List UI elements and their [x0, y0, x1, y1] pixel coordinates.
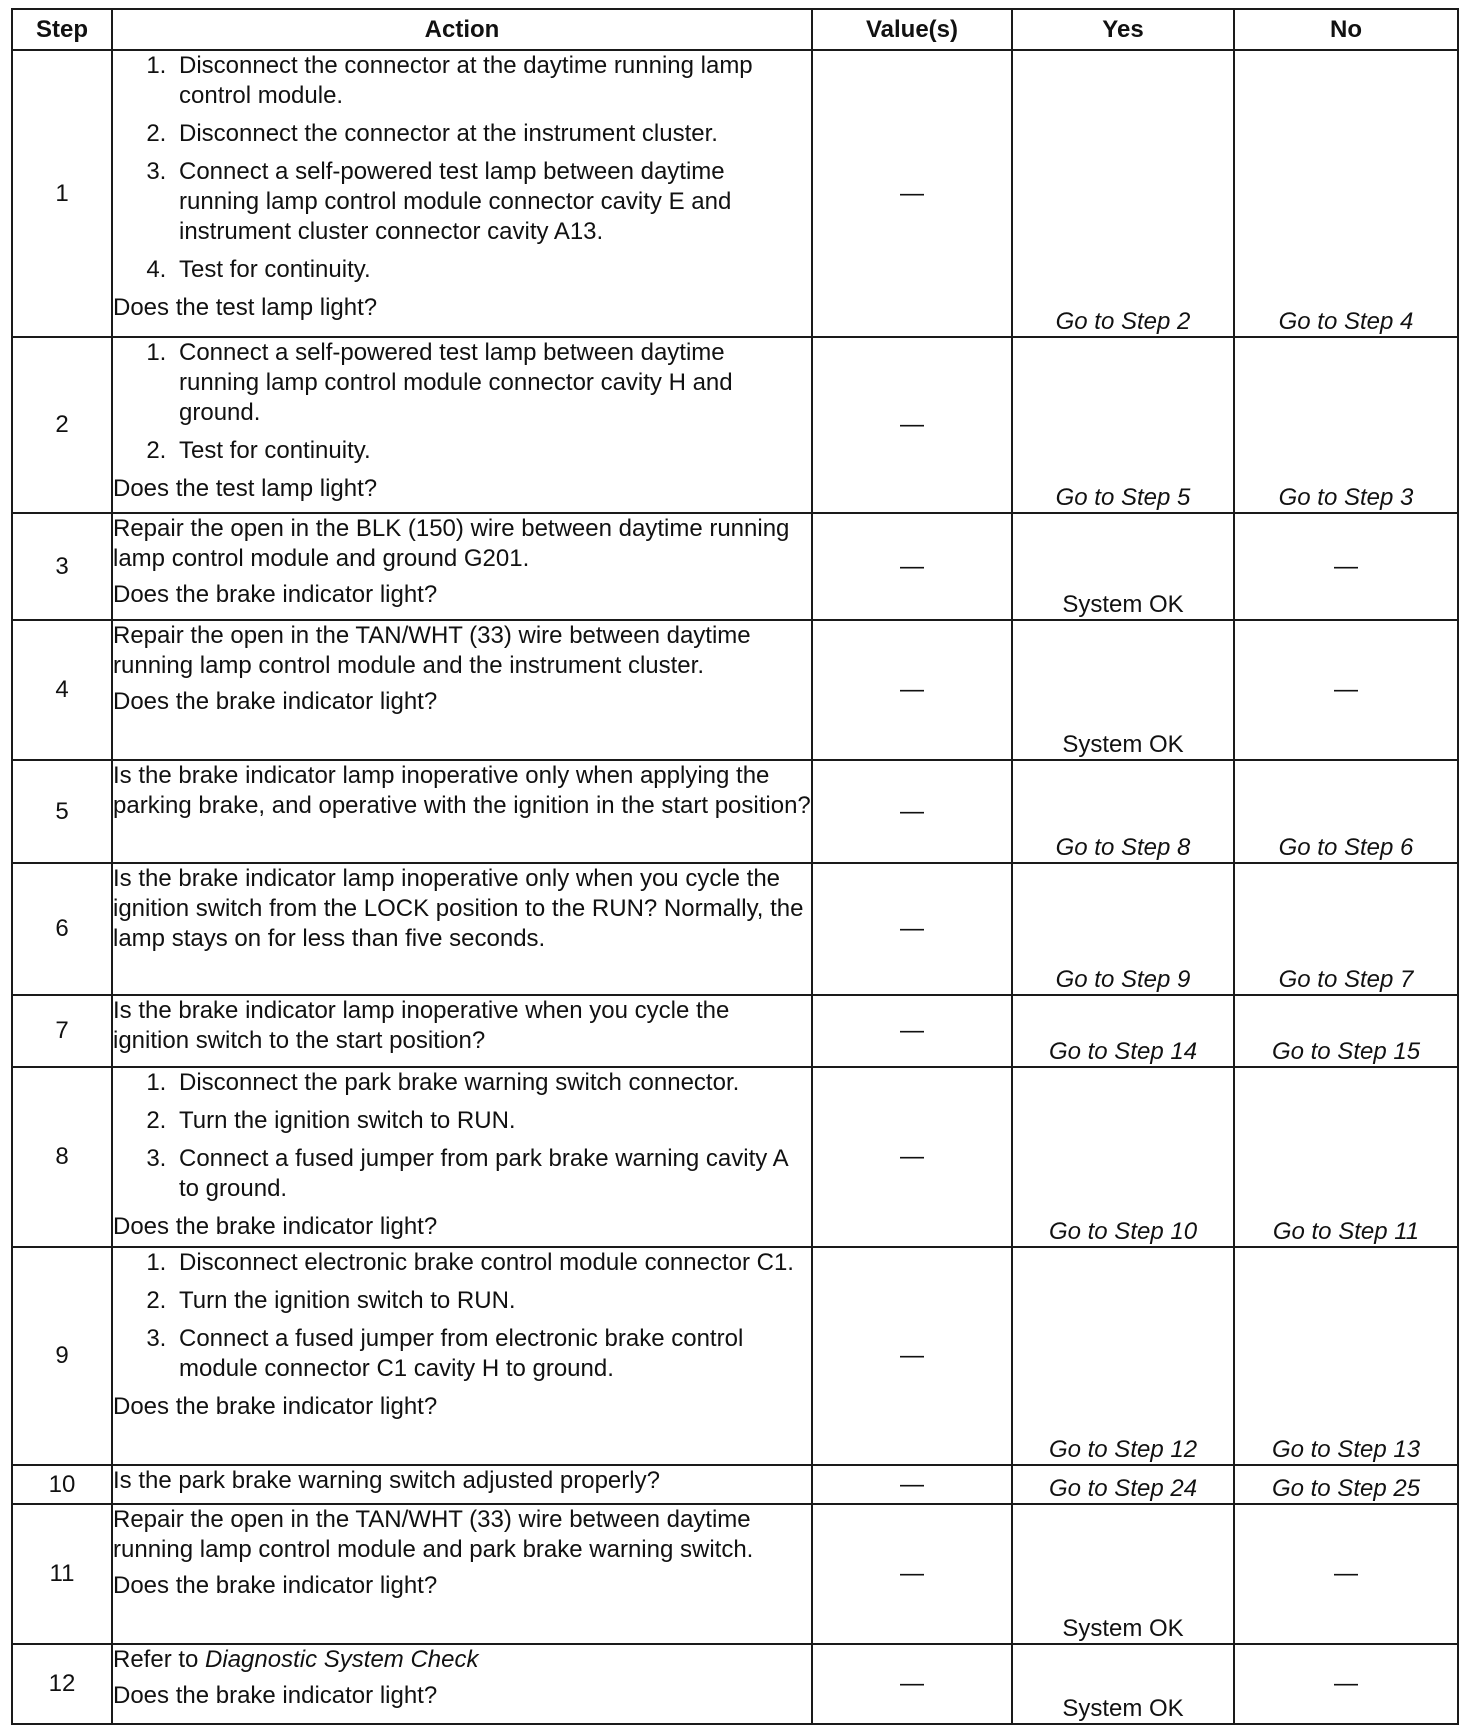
header-step: Step: [12, 9, 112, 50]
action-cell: [112, 620, 812, 760]
action-step: 2. Disconnect the connector at the instrument cluster.: [173, 119, 811, 149]
step-number: 11: [12, 1504, 112, 1644]
action-step: 3. Connect a fused jumper from electronic brake control module connector C1 cavity H to ground.: [173, 1324, 811, 1384]
step-number: 1: [12, 50, 112, 337]
step-number: 5: [12, 760, 112, 863]
action-cell: [112, 1504, 812, 1644]
yes-cell: Go to Step 2: [1012, 50, 1234, 337]
action-step: 3. Connect a self-powered test lamp between daytime running lamp control module connector cavity E and instrument cluster connector cavity A13.: [173, 157, 811, 247]
action-cell: [112, 995, 812, 1067]
action-cell: [112, 1465, 812, 1504]
value-cell: —: [812, 995, 1012, 1067]
action-step: 1. Disconnect the park brake warning switch connector.: [173, 1068, 811, 1098]
yes-cell: System OK: [1012, 1644, 1234, 1724]
yes-cell: System OK: [1012, 620, 1234, 760]
action-cell: [112, 337, 812, 513]
action-step: 1. Connect a self-powered test lamp between daytime running lamp control module connector cavity H and ground.: [173, 338, 811, 428]
value-cell: —: [812, 337, 1012, 513]
table-row: [12, 863, 1458, 995]
step-number: 6: [12, 863, 112, 995]
action-cell: [112, 50, 812, 337]
step-number: 4: [12, 620, 112, 760]
yes-cell: Go to Step 12: [1012, 1247, 1234, 1465]
table-row: [12, 1644, 1458, 1724]
action-text: Is the brake indicator lamp inoperative when you cycle the ignition switch to the start position?: [113, 997, 730, 1054]
value-cell: —: [812, 863, 1012, 995]
no-cell: Go to Step 15: [1234, 995, 1458, 1067]
step-number: 10: [12, 1465, 112, 1504]
table-row: [12, 995, 1458, 1067]
table-row: [12, 1504, 1458, 1644]
no-cell: —: [1234, 1644, 1458, 1724]
action-text: Is the brake indicator lamp inoperative only when you cycle the ignition switch from the LOCK position to the RUN? Normally, the lamp stays on for less than five seconds.: [113, 865, 804, 952]
value-cell: —: [812, 1504, 1012, 1644]
header-yes: Yes: [1012, 9, 1234, 50]
action-step: 2. Turn the ignition switch to RUN.: [173, 1106, 811, 1136]
yes-cell: Go to Step 9: [1012, 863, 1234, 995]
value-cell: —: [812, 1465, 1012, 1504]
no-cell: Go to Step 7: [1234, 863, 1458, 995]
diagnostic-system-check-reference: Diagnostic System Check: [205, 1646, 479, 1673]
action-cell: [112, 1247, 812, 1465]
yes-cell: Go to Step 5: [1012, 337, 1234, 513]
table-row: [12, 513, 1458, 620]
action-cell: [112, 1644, 812, 1724]
step-number: 7: [12, 995, 112, 1067]
header-action: Action: [112, 9, 812, 50]
action-question: Does the brake indicator light?: [113, 688, 438, 715]
step-number: 8: [12, 1067, 112, 1247]
no-cell: Go to Step 13: [1234, 1247, 1458, 1465]
yes-cell: Go to Step 14: [1012, 995, 1234, 1067]
step-number: 12: [12, 1644, 112, 1724]
no-cell: —: [1234, 1504, 1458, 1644]
yes-cell: Go to Step 8: [1012, 760, 1234, 863]
step-number: 2: [12, 337, 112, 513]
table-row: [12, 1465, 1458, 1504]
no-cell: —: [1234, 513, 1458, 620]
value-cell: —: [812, 1644, 1012, 1724]
yes-cell: Go to Step 10: [1012, 1067, 1234, 1247]
diagnostic-table: [11, 8, 1459, 1725]
action-step: 3. Connect a fused jumper from park brake warning cavity A to ground.: [173, 1144, 811, 1204]
action-text: [113, 1645, 811, 1675]
table-row: [12, 337, 1458, 513]
action-step: 2. Turn the ignition switch to RUN.: [173, 1286, 811, 1316]
value-cell: —: [812, 620, 1012, 760]
action-question: Does the brake indicator light?: [113, 1682, 438, 1709]
action-question: Does the brake indicator light?: [113, 581, 438, 608]
value-cell: —: [812, 760, 1012, 863]
action-steps: [113, 338, 811, 466]
no-cell: Go to Step 4: [1234, 50, 1458, 337]
action-steps: [113, 1068, 811, 1204]
table-row: [12, 1067, 1458, 1247]
no-cell: Go to Step 6: [1234, 760, 1458, 863]
yes-cell: Go to Step 24: [1012, 1465, 1234, 1504]
step-number: 3: [12, 513, 112, 620]
header-no: No: [1234, 9, 1458, 50]
action-step: 1. Disconnect the connector at the daytime running lamp control module.: [173, 51, 811, 111]
action-question: Does the test lamp light?: [113, 294, 378, 321]
no-cell: Go to Step 25: [1234, 1465, 1458, 1504]
header-values: Value(s): [812, 9, 1012, 50]
action-steps: [113, 51, 811, 285]
action-question: Does the test lamp light?: [113, 475, 378, 502]
action-question: Does the brake indicator light?: [113, 1213, 438, 1240]
action-steps: [113, 1248, 811, 1384]
action-text: Repair the open in the TAN/WHT (33) wire between daytime running lamp control module and park brake warning switch.: [113, 1506, 754, 1563]
action-text: Is the brake indicator lamp inoperative only when applying the parking brake, and operative with the ignition in the start position?: [113, 762, 811, 819]
value-cell: —: [812, 1247, 1012, 1465]
action-step: 4. Test for continuity.: [173, 255, 811, 285]
action-step: 2. Test for continuity.: [173, 436, 811, 466]
no-cell: Go to Step 11: [1234, 1067, 1458, 1247]
header-row: [12, 9, 1458, 50]
table-row: [12, 50, 1458, 337]
table-row: [12, 620, 1458, 760]
yes-cell: System OK: [1012, 513, 1234, 620]
value-cell: —: [812, 1067, 1012, 1247]
action-question: Does the brake indicator light?: [113, 1393, 438, 1420]
yes-cell: System OK: [1012, 1504, 1234, 1644]
table-row: [12, 760, 1458, 863]
table-row: [12, 1247, 1458, 1465]
value-cell: —: [812, 50, 1012, 337]
action-cell: [112, 513, 812, 620]
value-cell: —: [812, 513, 1012, 620]
action-text: Is the park brake warning switch adjusted properly?: [113, 1467, 660, 1494]
action-text: Repair the open in the BLK (150) wire between daytime running lamp control module and ground G201.: [113, 515, 790, 572]
action-cell: [112, 863, 812, 995]
action-step: 1. Disconnect electronic brake control module connector C1.: [173, 1248, 811, 1278]
no-cell: —: [1234, 620, 1458, 760]
step-number: 9: [12, 1247, 112, 1465]
action-cell: [112, 760, 812, 863]
action-text-prefix: Refer to: [113, 1646, 206, 1673]
action-text: Repair the open in the TAN/WHT (33) wire between daytime running lamp control module and the instrument cluster.: [113, 622, 751, 679]
action-question: Does the brake indicator light?: [113, 1572, 438, 1599]
no-cell: Go to Step 3: [1234, 337, 1458, 513]
action-cell: [112, 1067, 812, 1247]
